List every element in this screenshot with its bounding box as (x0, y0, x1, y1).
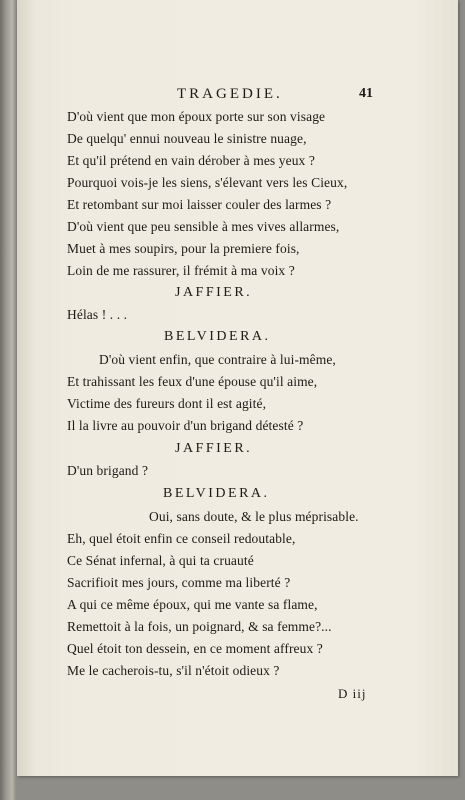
verse-line-7: Muet à mes soupirs, pour la premiere fois, (67, 241, 300, 256)
verse-line-18: Sacrifioit mes jours, comme ma liberté ? (67, 575, 291, 590)
verse-line-17: Ce Sénat infernal, à qui ta cruauté (67, 553, 254, 568)
signature-mark: D iij (338, 686, 367, 701)
verse-line-4: Pourquoi vois-je les siens, s'élevant vers les Cieux, (67, 175, 348, 190)
verse-line-21: Quel étoit ton dessein, en ce moment affreux ? (67, 641, 323, 656)
verse-line-9: Hélas ! . . . (67, 307, 128, 322)
verse-line-6: D'où vient que peu sensible à mes vives allarmes, (67, 219, 340, 234)
verse-line-8: Loin de me rassurer, il frémit à ma voix ? (67, 263, 295, 278)
verse-line-5: Et retombant sur moi laisser couler des larmes ? (67, 197, 332, 212)
verse-line-16: Eh, quel étoit enfin ce conseil redoutable, (67, 531, 296, 546)
verse-line-15: Oui, sans doute, & le plus méprisable. (149, 509, 359, 524)
speaker-name: JAFFIER. (175, 285, 253, 300)
book-page (17, 0, 458, 776)
verse-line-12: Victime des fureurs dont il est agité, (67, 396, 267, 411)
speaker-name: JAFFIER. (175, 441, 253, 456)
verse-line-13: Il la livre au pouvoir d'un brigand détesté ? (67, 418, 304, 433)
verse-line-3: Et qu'il prétend en vain dérober à mes yeux ? (67, 153, 315, 168)
verse-line-20: Remettoit à la fois, un poignard, & sa femme?... (67, 619, 332, 634)
verse-line-14: D'un brigand ? (67, 463, 149, 478)
verse-line-2: De quelqu' ennui nouveau le sinistre nuage, (67, 131, 307, 146)
running-title: TRAGEDIE. (177, 86, 283, 102)
page-number: 41 (359, 86, 373, 101)
verse-line-11: Et trahissant les feux d'une épouse qu'il aime, (67, 374, 318, 389)
verse-line-1: D'où vient que mon époux porte sur son visage (67, 109, 326, 124)
verse-line-22: Me le cacherois-tu, s'il n'étoit odieux ? (67, 663, 280, 678)
verse-line-19: A qui ce même époux, qui me vante sa flame, (67, 597, 318, 612)
speaker-name: BELVIDERA. (164, 329, 271, 344)
speaker-name: BELVIDERA. (163, 486, 270, 501)
verse-line-10: D'où vient enfin, que contraire à lui-même, (99, 352, 336, 367)
